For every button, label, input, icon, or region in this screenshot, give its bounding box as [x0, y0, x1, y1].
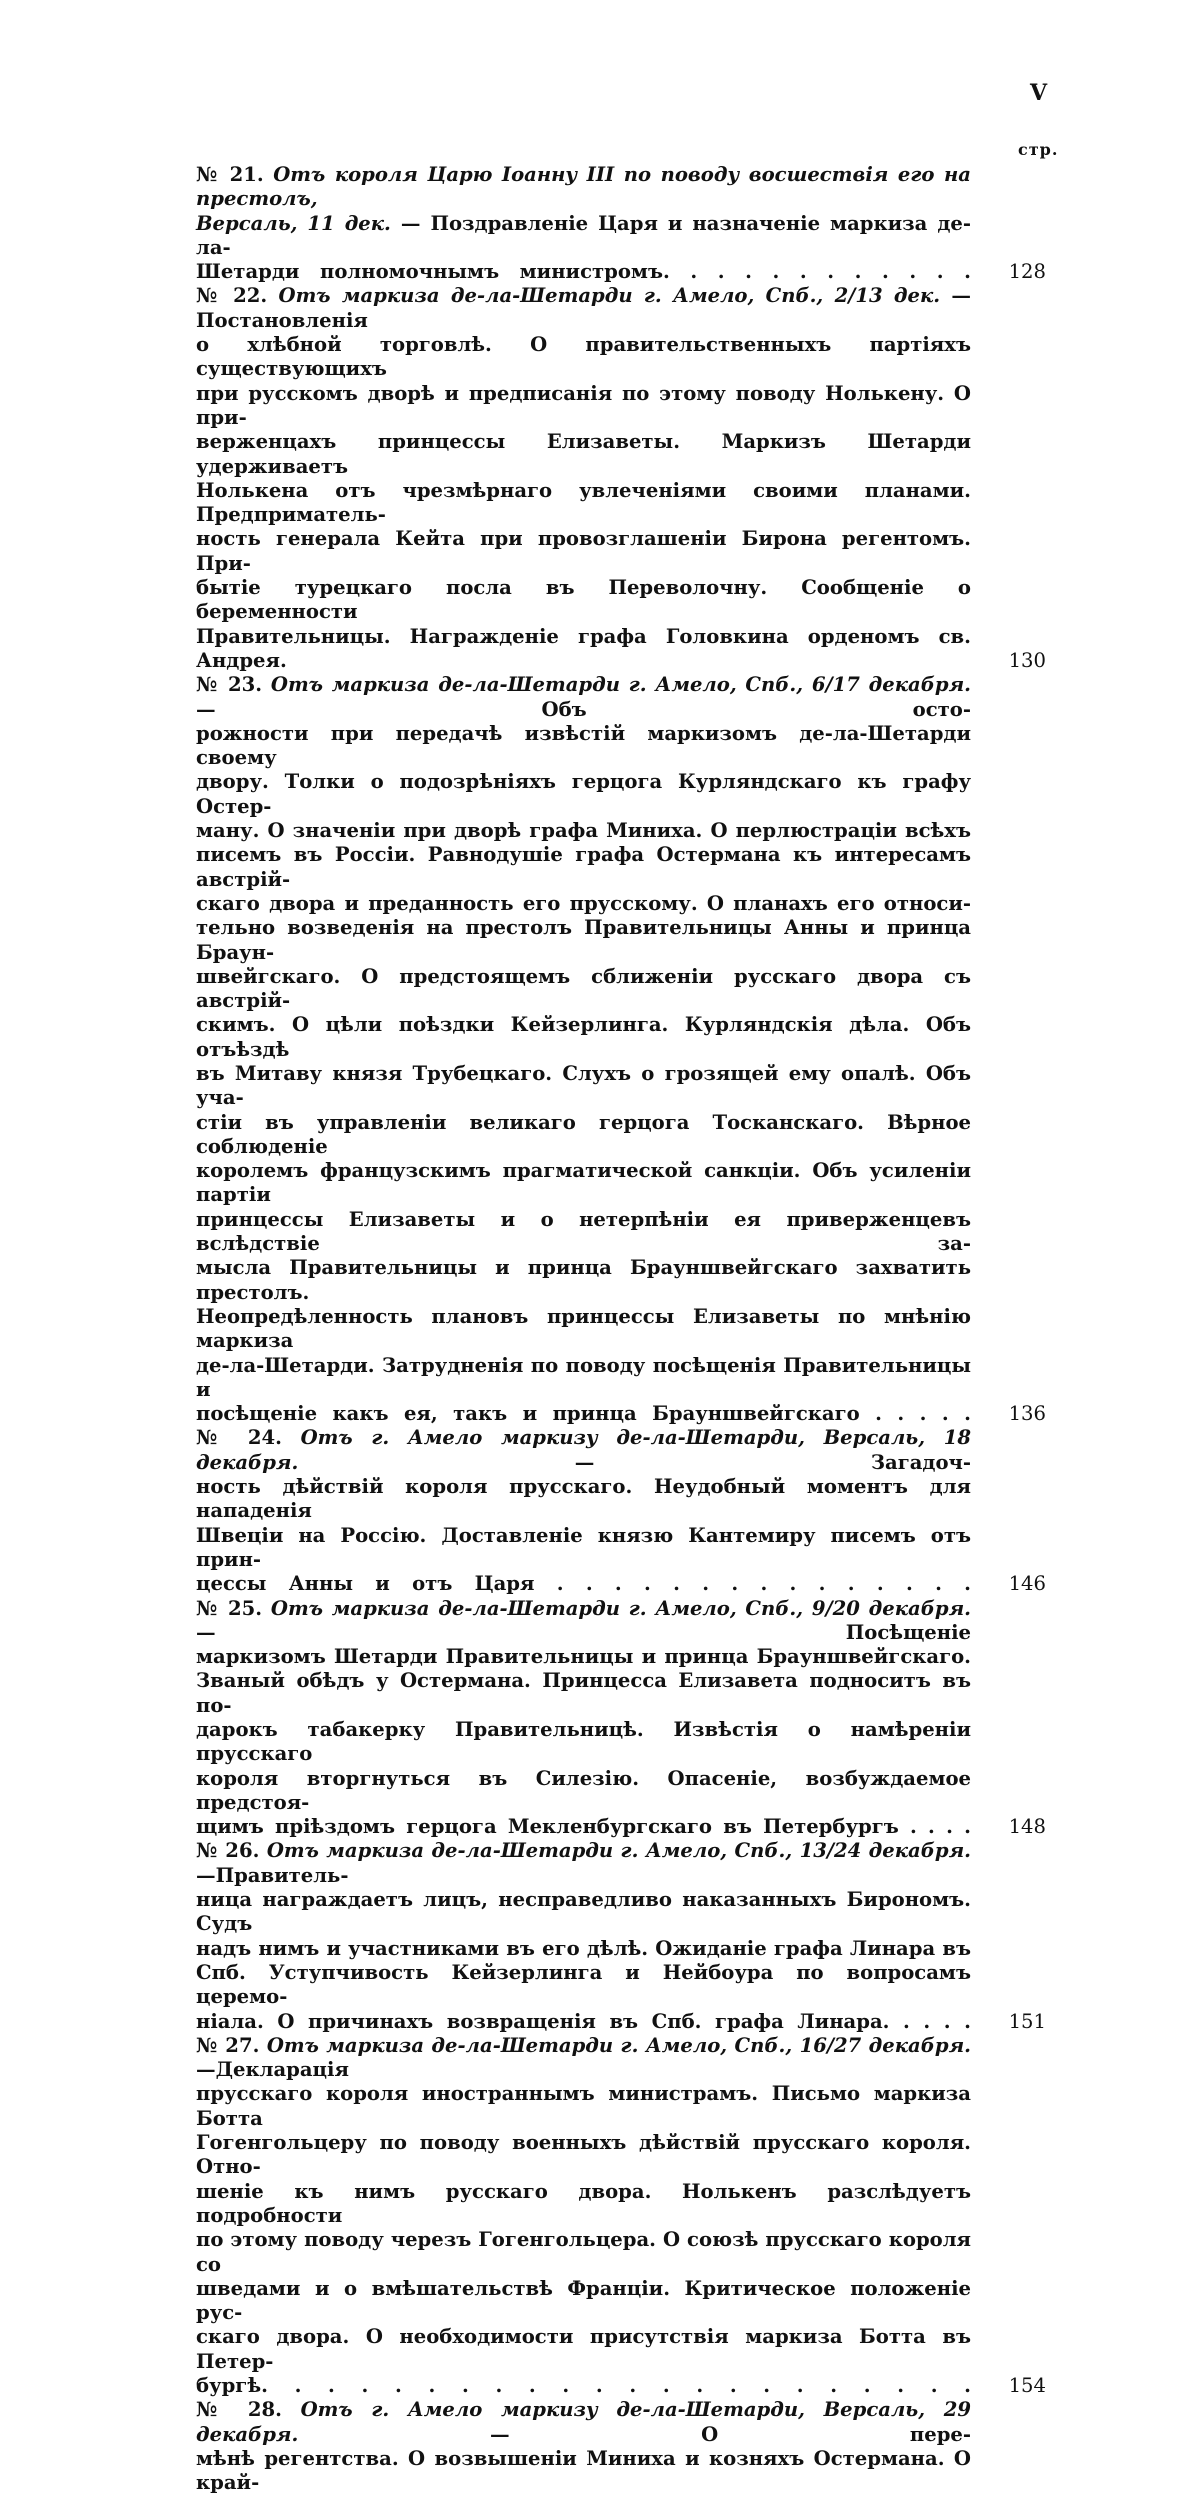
entry-line: королемъ французскимъ прагматической санкціи. Объ усиленіи партіи — [196, 1159, 971, 1207]
entry-line: Званый обѣдъ у Остермана. Принцесса Елизавета подноситъ въ по- — [196, 1669, 971, 1717]
entry-line: въ Митаву князя Трубецкаго. Слухъ о грозящей ему опалѣ. Объ уча- — [196, 1061, 971, 1110]
entry-line: маркизомъ Шетарди Правительницы и принца Брауншвейгскаго. — [196, 1645, 971, 1669]
entry-line: двору. Толки о подозрѣніяхъ герцога Курляндскаго къ графу Остер- — [196, 770, 971, 818]
entry-line: швейгскаго. О предстоящемъ сближеніи русскаго двора съ австрій- — [196, 964, 971, 1013]
entry-line: скимъ. О цѣли поѣздки Кейзерлинга. Курляндскія дѣла. Объ отъѣздѣ — [196, 1013, 971, 1061]
entry-line: Швеціи на Россію. Доставленіе князю Кантемиру писемъ отъ прин- — [196, 1523, 971, 1571]
entry-line: тельно возведенія на престолъ Правительницы Анны и принца Браун- — [196, 916, 971, 964]
entry-line: де-ла-Шетарди. Затрудненія по поводу посѣщенія Правительницы и — [196, 1353, 971, 1401]
entry-line: короля вторгнуться въ Силезію. Опасеніе, возбуждаемое предстоя- — [196, 1766, 971, 1814]
entry-line: ница награждаетъ лицъ, несправедливо наказанныхъ Бирономъ. Судъ — [196, 1888, 971, 1936]
entry-heading-line: № 25. Отъ маркиза де-ла-Шетарди г. Амело, Спб., 9/20 декабря. — Посѣщеніе — [196, 1596, 971, 1644]
entry-line: о хлѣбной торговлѣ. О правительственныхъ партіяхъ существующихъ — [196, 333, 971, 381]
entry-line: посѣщеніе какъ ея, такъ и принца Брауншвейгскаго . . . . . — [196, 1402, 971, 1426]
entry-line: скаго двора. О необходимости присутствія маркиза Ботта въ Петер- — [196, 2325, 971, 2373]
entry-heading-line: № 24. Отъ г. Амело маркизу де-ла-Шетарди, Версаль, 18 декабря. — Загадоч- — [196, 1426, 971, 1474]
entry-page-number: 136 — [1008, 1402, 1046, 1426]
entry-line: бытіе турецкаго посла въ Переволочну. Сообщеніе о беременности — [196, 576, 971, 624]
entry-line: скаго двора и преданность его прусскому. О планахъ его относи- — [196, 891, 971, 915]
toc-entry — [196, 2034, 1046, 2398]
toc-entry — [196, 2398, 1046, 2495]
entry-line: при русскомъ дворѣ и предписанія по этому поводу Нолькену. О при- — [196, 381, 971, 429]
entry-line: Правительницы. Награжденіе графа Головкина орденомъ св. Андрея. — [196, 624, 971, 672]
entry-line: шведами и о вмѣшательствѣ Франціи. Критическое положеніе рус- — [196, 2276, 971, 2325]
entry-line: писемъ въ Россіи. Равнодушіе графа Остермана къ интересамъ австрій- — [196, 843, 971, 891]
entry-line: Спб. Уступчивость Кейзерлинга и Нейбоура по вопросамъ церемо- — [196, 1960, 971, 2009]
toc-entry — [196, 1426, 1046, 1596]
entry-heading-line: № 21. Отъ короля Царю Іоанну III по поводу восшествія его на престолъ, — [196, 163, 971, 211]
entry-line: принцессы Елизаветы и о нетерпѣніи ея приверженцевъ вслѣдствіе за- — [196, 1207, 971, 1256]
entry-line: дарокъ табакерку Правительницѣ. Извѣстія о намѣреніи прусскаго — [196, 1718, 971, 1766]
toc-entry — [196, 1839, 1046, 2033]
entry-line: стіи въ управленіи великаго герцога Тосканскаго. Вѣрное соблюденіе — [196, 1110, 971, 1158]
entry-line: Неопредѣленность плановъ принцессы Елизаветы по мнѣнію маркиза — [196, 1304, 971, 1353]
entry-line: ману. О значеніи при дворѣ графа Миниха. О перлюстраціи всѣхъ — [196, 819, 971, 843]
toc-entry — [196, 673, 1046, 1426]
entry-line: цессы Анны и отъ Царя . . . . . . . . . . . . . . . — [196, 1572, 971, 1596]
entry-heading-line: № 26. Отъ маркиза де-ла-Шетарди г. Амело, Спб., 13/24 декабря.—Правитель- — [196, 1839, 971, 1887]
entry-line: верженцахъ принцессы Елизаветы. Маркизъ Шетарди удерживаетъ — [196, 430, 971, 478]
entry-line: рожности при передачѣ извѣстій маркизомъ де-ла-Шетарди своему — [196, 721, 971, 770]
toc-entry — [196, 1597, 1046, 1840]
entry-line: Шетарди полномочнымъ министромъ. . . . . . . . . . . . — [196, 260, 971, 284]
entry-line: щимъ пріѣздомъ герцога Мекленбургскаго въ Петербургъ . . . . — [196, 1815, 971, 1839]
page-folio: V — [1030, 80, 1048, 106]
entry-page-number: 128 — [1008, 260, 1046, 284]
entry-page-number: 130 — [1008, 648, 1046, 672]
entry-line: ность генерала Кейта при провозглашеніи Бирона регентомъ. При- — [196, 527, 971, 575]
entry-line: мысла Правительницы и принца Брауншвейгскаго захватить престолъ. — [196, 1256, 971, 1304]
entry-page-number: 148 — [1008, 1815, 1046, 1839]
entry-line: бургѣ. . . . . . . . . . . . . . . . . . . . . . — [196, 2374, 971, 2398]
entry-line: Версаль, 11 дек. — Поздравленіе Царя и назначеніе маркиза де-ла- — [196, 211, 972, 259]
entry-line: ность дѣйствій короля прусскаго. Неудобный моментъ для нападенія — [196, 1475, 971, 1523]
entry-heading-line: № 27. Отъ маркиза де-ла-Шетарди г. Амело, Спб., 16/27 декабря.—Декларація — [196, 2033, 971, 2082]
entry-page-number: 146 — [1008, 1572, 1046, 1596]
table-of-contents — [196, 163, 1046, 2496]
entry-line: ніала. О причинахъ возвращенія въ Спб. графа Линара. . . . . — [196, 2009, 971, 2033]
toc-entry — [196, 284, 1046, 673]
entry-page-number: 151 — [1008, 2009, 1046, 2033]
entry-heading-line: № 22. Отъ маркиза де-ла-Шетарди г. Амело, Спб., 2/13 дек. — Постановленія — [196, 284, 972, 332]
toc-entry — [196, 163, 1046, 284]
entry-line: Нолькена отъ чрезмѣрнаго увлеченіями своими планами. Предприматель- — [196, 478, 971, 527]
entry-heading-line: № 23. Отъ маркиза де-ла-Шетарди г. Амело, Спб., 6/17 декабря. — Объ осто- — [196, 673, 971, 721]
entry-line: по этому поводу черезъ Гогенгольцера. О союзѣ прусскаго короля со — [196, 2228, 971, 2276]
entry-line: прусскаго короля иностраннымъ министрамъ. Письмо маркиза Ботта — [196, 2082, 971, 2130]
entry-heading-line: № 28. Отъ г. Амело маркизу де-ла-Шетарди, Версаль, 29 декабря. — О пере- — [196, 2398, 971, 2446]
entry-line: шеніе къ нимъ русскаго двора. Нолькенъ разслѣдуетъ подробности — [196, 2179, 971, 2227]
entry-page-number: 154 — [1008, 2374, 1046, 2398]
entry-line: надъ нимъ и участниками въ его дѣлѣ. Ожиданіе графа Линара въ — [196, 1936, 971, 1960]
entry-line: мѣнѣ регентства. О возвышеніи Миниха и козняхъ Остермана. О край- — [196, 2446, 971, 2495]
page-column-label: стр. — [1018, 140, 1059, 159]
entry-line: Гогенгольцеру по поводу военныхъ дѣйствій прусскаго короля. Отно- — [196, 2131, 971, 2179]
